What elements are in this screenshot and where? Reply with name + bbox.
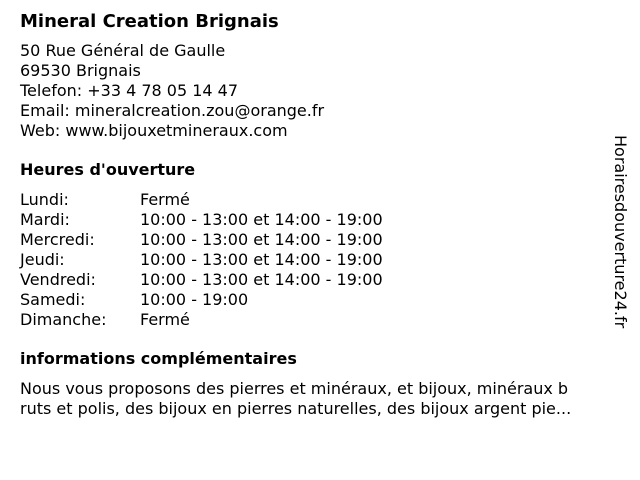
hours-row-thursday — [20, 250, 620, 270]
day-hours: 10:00 - 13:00 et 14:00 - 19:00 — [140, 210, 383, 229]
email-line: Email: mineralcreation.zou@orange.fr — [20, 101, 325, 120]
day-hours: 10:00 - 13:00 et 14:00 - 19:00 — [140, 270, 383, 289]
site-watermark — [612, 135, 632, 370]
watermark-text: Horairesdouverture24.fr — [611, 135, 630, 329]
day-label: Dimanche: — [20, 310, 107, 329]
day-label: Samedi: — [20, 290, 86, 309]
hours-row-tuesday — [20, 210, 620, 230]
hours-table — [20, 190, 620, 330]
address-line-1: 50 Rue Général de Gaulle — [20, 41, 226, 60]
day-label: Vendredi: — [20, 270, 96, 289]
day-hours: 10:00 - 13:00 et 14:00 - 19:00 — [140, 250, 383, 269]
day-label: Mardi: — [20, 210, 70, 229]
hours-title: Heures d'ouverture — [20, 160, 196, 179]
hours-row-monday — [20, 190, 620, 210]
day-hours: Fermé — [140, 190, 190, 209]
hours-row-saturday — [20, 290, 620, 310]
info-line-1: Nous vous proposons des pierres et minéraux, et bijoux, minéraux b — [20, 379, 569, 398]
address-line-2: 69530 Brignais — [20, 61, 141, 80]
day-hours: 10:00 - 19:00 — [140, 290, 249, 309]
day-label: Lundi: — [20, 190, 69, 209]
web-line: Web: www.bijouxetmineraux.com — [20, 121, 288, 140]
info-description — [20, 379, 630, 419]
day-label: Jeudi: — [20, 250, 65, 269]
business-card — [20, 9, 620, 419]
business-name: Mineral Creation Brignais — [20, 11, 279, 32]
hours-row-sunday — [20, 310, 620, 330]
hours-row-wednesday — [20, 230, 620, 250]
info-line-2: ruts et polis, des bijoux en pierres naturelles, des bijoux argent pie... — [20, 399, 572, 418]
day-label: Mercredi: — [20, 230, 95, 249]
day-hours: Fermé — [140, 310, 190, 329]
phone-line: Telefon: +33 4 78 05 14 47 — [20, 81, 239, 100]
hours-row-friday — [20, 270, 620, 290]
info-title: informations complémentaires — [20, 349, 297, 368]
day-hours: 10:00 - 13:00 et 14:00 - 19:00 — [140, 230, 383, 249]
